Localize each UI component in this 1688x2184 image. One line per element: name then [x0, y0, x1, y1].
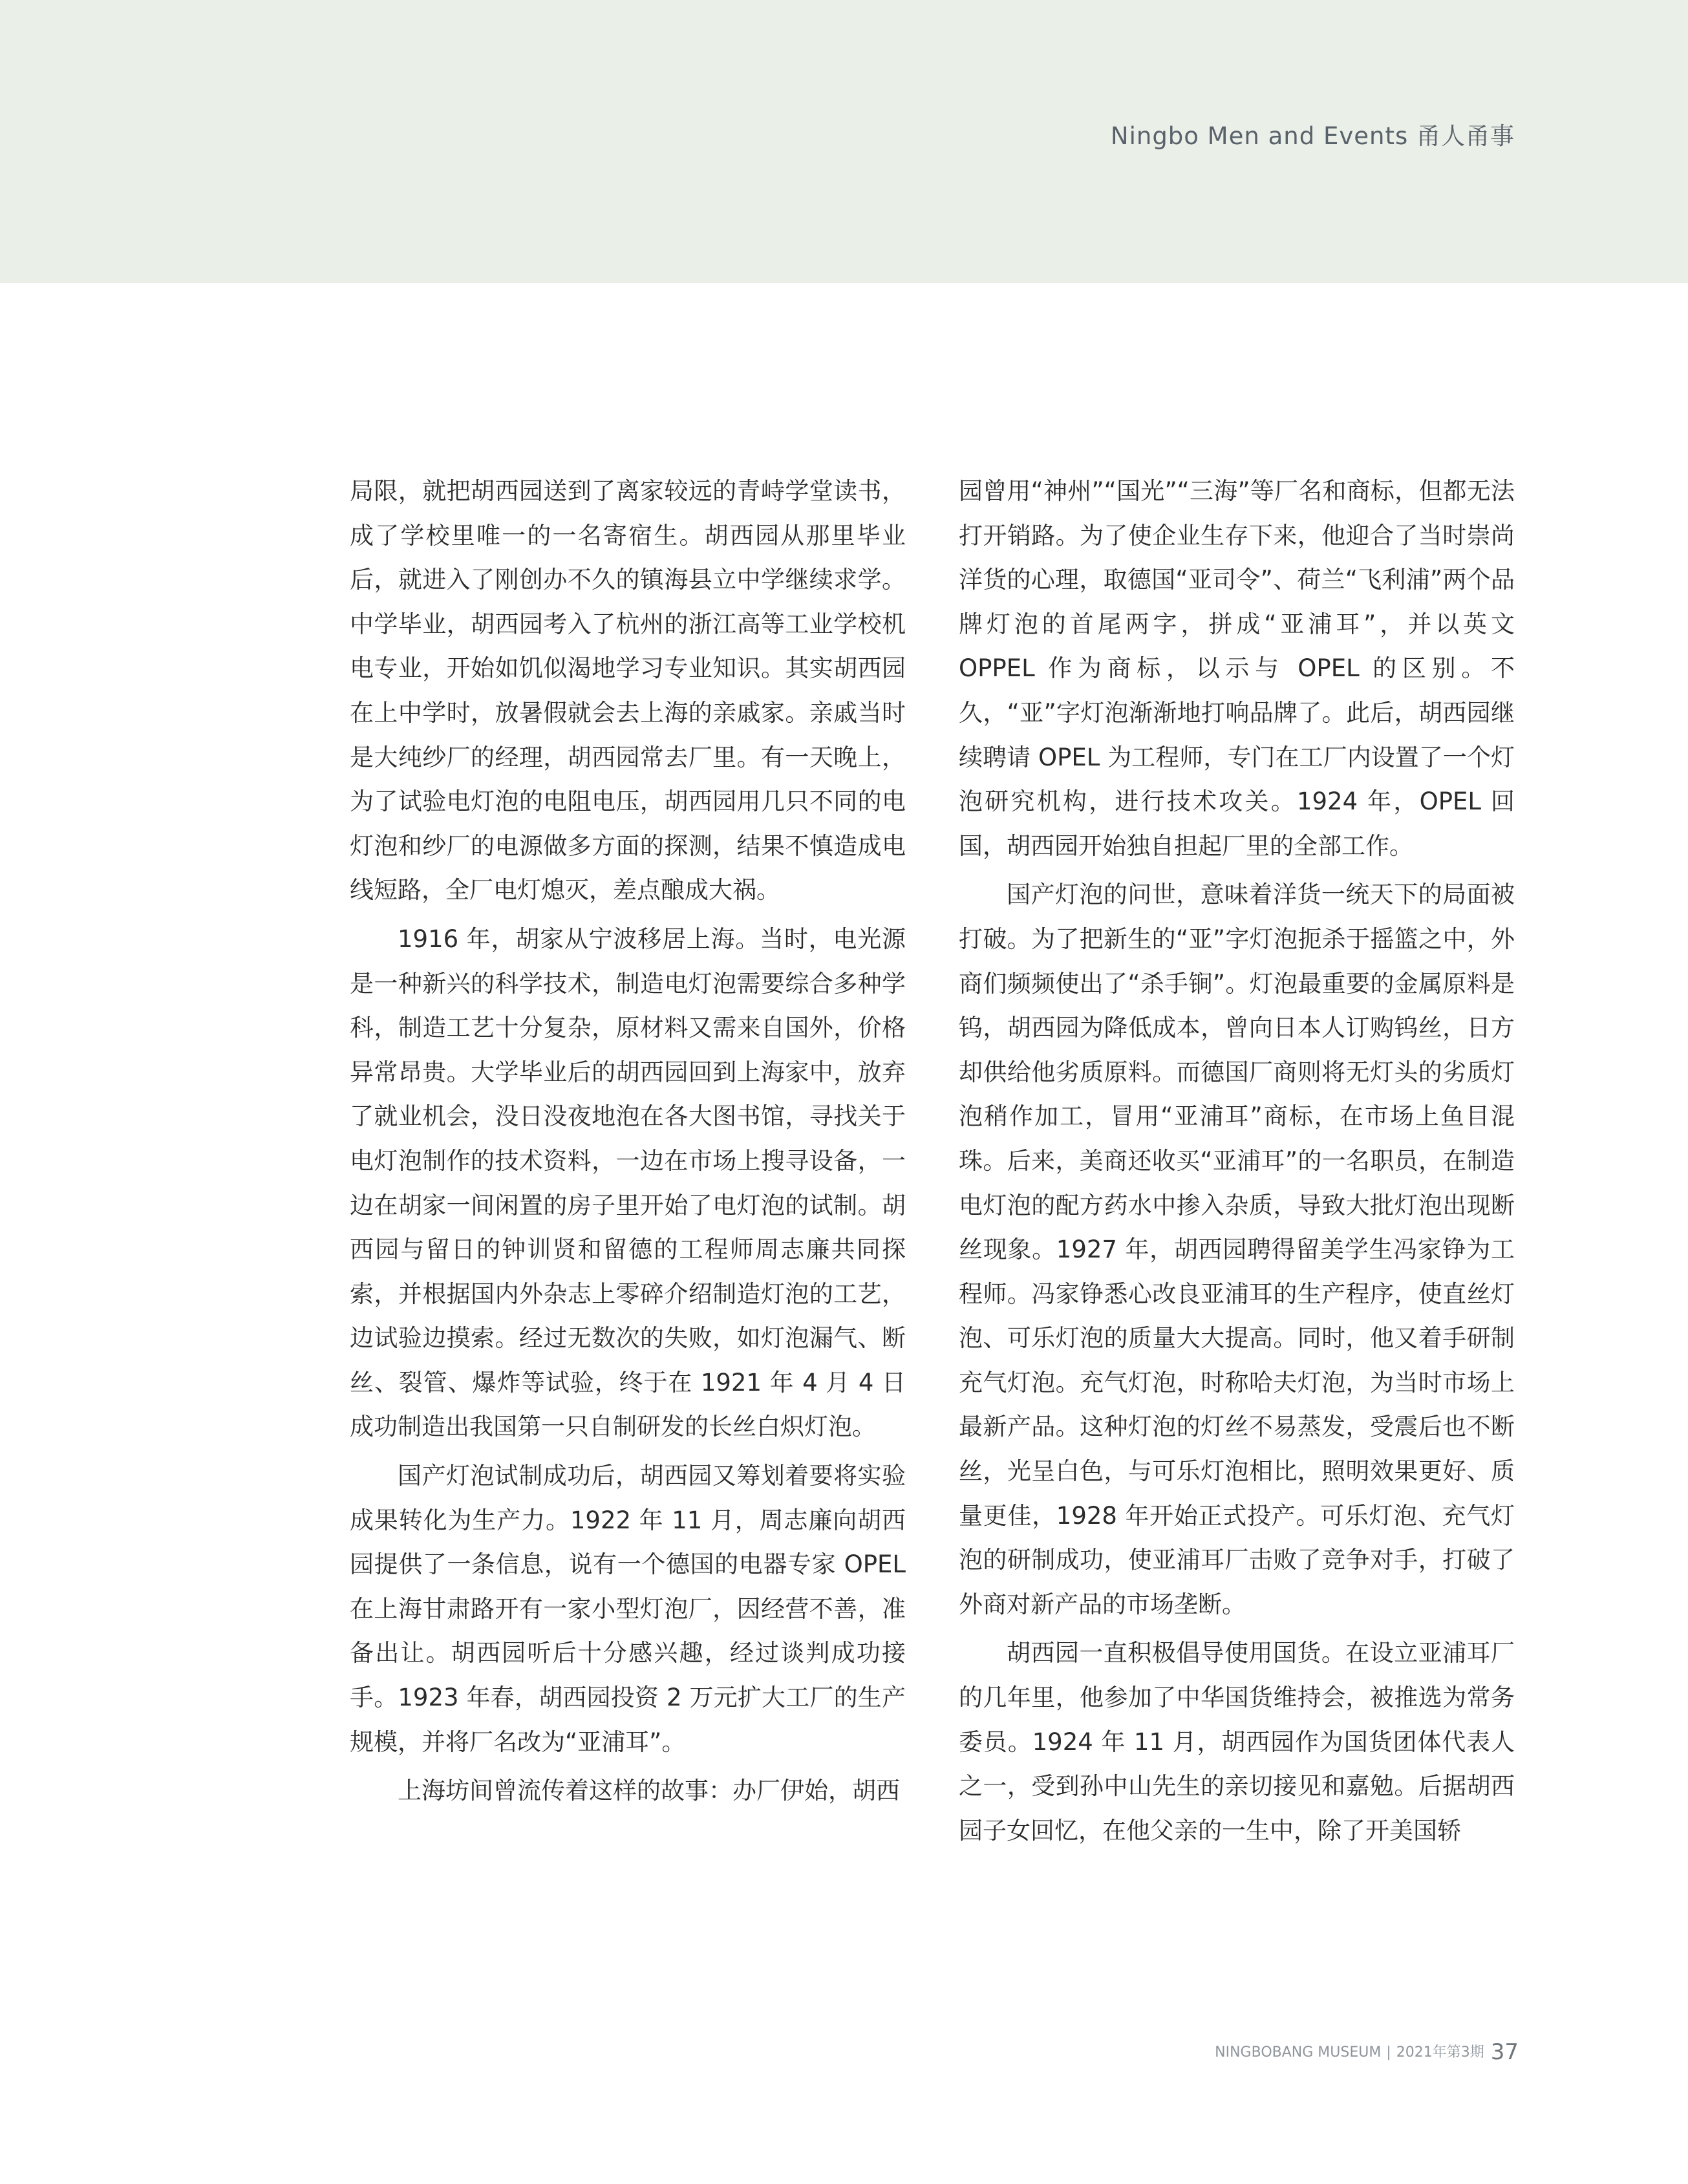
right-paragraph-1: 园曾用“神州”“国光”“三海”等厂名和商标，但都无法打开销路。为了使企业生存下来，他迎合了当时崇尚洋货的心理，取德国“亚司令”、荷兰“飞利浦”两个品牌灯泡的首尾两字，拼成“亚浦耳”，并以英文 OPPEL 作为商标，以示与 OPEL 的区别。不久，“亚”字灯泡渐渐地打响品牌了。此后，胡西园继续聘请 OPEL 为工程师，专门在工厂内设置了一个灯泡研究机构，进行技术攻关。1924 年，OPEL 回国，胡西园开始独自担起厂里的全部工作。: [959, 477, 1515, 860]
left-paragraph-1: 局限，就把胡西园送到了离家较远的青峙学堂读书，成了学校里唯一的一名寄宿生。胡西园从那里毕业后，就进入了刚创办不久的镇海县立中学继续求学。中学毕业，胡西园考入了杭州的浙江高等工业学校机电专业，开始如饥似渴地学习专业知识。其实胡西园在上中学时，放暑假就会去上海的亲戚家。亲戚当时是大纯纱厂的经理，胡西园常去厂里。有一天晚上，为了试验电灯泡的电阻电压，胡西园用几只不同的电灯泡和纱厂的电源做多方面的探测，结果不慎造成电线短路，全厂电灯熄灭，差点酿成大祸。: [350, 477, 906, 905]
header-band: [0, 0, 1688, 283]
right-paragraph-3: 胡西园一直积极倡导使用国货。在设立亚浦耳厂的几年里，他参加了中华国货维持会，被推选为常务委员。1924 年 11 月，胡西园作为国货团体代表人之一，受到孙中山先生的亲切接见和嘉勉。后据胡西园子女回忆，在他父亲的一生中，除了开美国轿: [959, 1639, 1515, 1845]
footer-issue: 2021年第3期: [1396, 2044, 1484, 2061]
footer-separator: |: [1386, 2044, 1391, 2061]
left-paragraph-3: 国产灯泡试制成功后，胡西园又筹划着要将实验成果转化为生产力。1922 年 11 月，周志廉向胡西园提供了一条信息，说有一个德国的电器专家 OPEL 在上海甘肃路开有一家小型灯泡厂，因经营不善，准备出让。胡西园听后十分感兴趣，经过谈判成功接手。1923 年春，胡西园投资 2 万元扩大工厂的生产规模，并将厂名改为“亚浦耳”。: [350, 1462, 906, 1756]
right-paragraph-2: 国产灯泡的问世，意味着洋货一统天下的局面被打破。为了把新生的“亚”字灯泡扼杀于摇篮之中，外商们频频使出了“杀手锏”。灯泡最重要的金属原料是钨，胡西园为降低成本，曾向日本人订购钨丝，日方却供给他劣质原料。而德国厂商则将无灯头的劣质灯泡稍作加工，冒用“亚浦耳”商标，在市场上鱼目混珠。后来，美商还收买“亚浦耳”的一名职员，在制造电灯泡的配方药水中掺入杂质，导致大批灯泡出现断丝现象。1927 年，胡西园聘得留美学生冯家铮为工程师。冯家铮悉心改良亚浦耳的生产程序，使直丝灯泡、可乐灯泡的质量大大提高。同时，他又着手研制充气灯泡。充气灯泡，时称哈夫灯泡，为当时市场上最新产品。这种灯泡的灯丝不易蒸发，受震后也不断丝，光呈白色，与可乐灯泡相比，照明效果更好、质量更佳，1928 年开始正式投产。可乐灯泡、充气灯泡的研制成功，使亚浦耳厂击败了竞争对手，打破了外商对新产品的市场垄断。: [959, 881, 1515, 1618]
left-paragraph-4: 上海坊间曾流传着这样的故事：办厂伊始，胡西: [398, 1777, 900, 1805]
section-title: Ningbo Men and Events 甬人甬事: [1110, 122, 1515, 150]
footer-museum: NINGBOBANG MUSEUM: [1215, 2044, 1382, 2061]
right-column: [959, 469, 1515, 1853]
page-number: 37: [1490, 2039, 1519, 2065]
page-footer: [1215, 2039, 1519, 2065]
left-paragraph-2: 1916 年，胡家从宁波移居上海。当时，电光源是一种新兴的科学技术，制造电灯泡需要综合多种学科，制造工艺十分复杂，原材料又需来自国外，价格异常昂贵。大学毕业后的胡西园回到上海家中，放弃了就业机会，没日没夜地泡在各大图书馆，寻找关于电灯泡制作的技术资料，一边在市场上搜寻设备，一边在胡家一间闲置的房子里开始了电灯泡的试制。胡西园与留日的钟训贤和留德的工程师周志廉共同探索，并根据国内外杂志上零碎介绍制造灯泡的工艺，边试验边摸索。经过无数次的失败，如灯泡漏气、断丝、裂管、爆炸等试验，终于在 1921 年 4 月 4 日成功制造出我国第一只自制研发的长丝白炽灯泡。: [350, 925, 906, 1441]
left-column: [350, 469, 906, 1814]
